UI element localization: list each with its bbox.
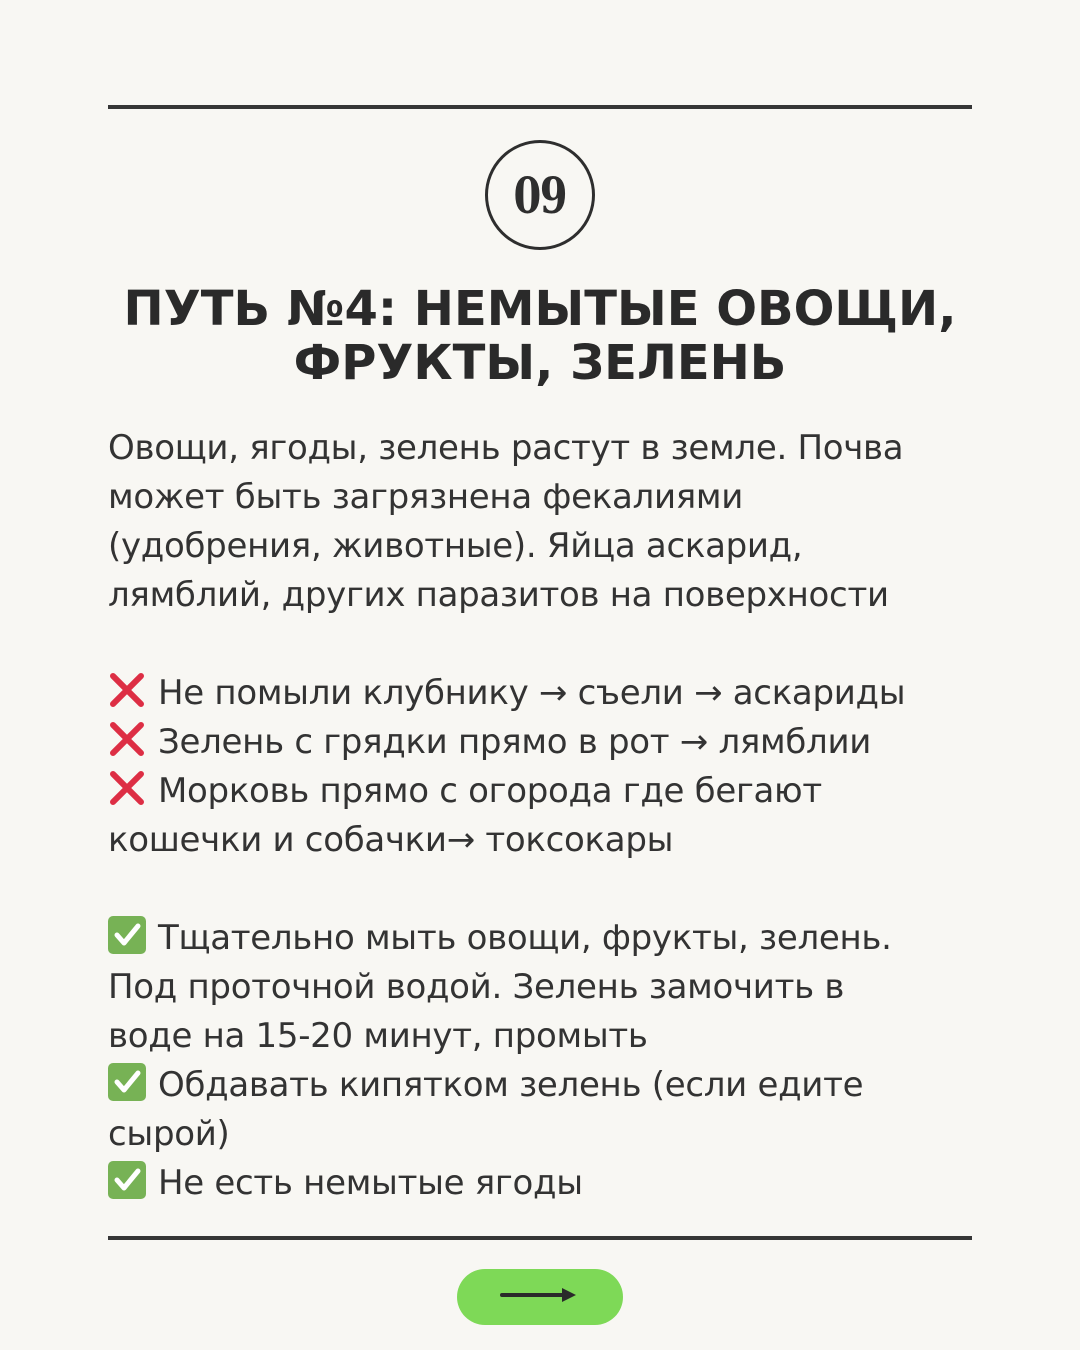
- check-mark-icon: [108, 916, 146, 954]
- intro-line: может быть загрязнена фекалиями: [108, 477, 744, 517]
- cross-mark-icon: [108, 671, 146, 709]
- good-item-continuation: сырой): [108, 1114, 230, 1154]
- good-item-text: Обдавать кипятком зелень (если едите: [158, 1065, 864, 1105]
- bad-item-text: Не помыли клубнику → съели → аскариды: [158, 673, 906, 713]
- title-line-2: ФРУКТЫ, ЗЕЛЕНЬ: [293, 335, 787, 391]
- page-number: 09: [513, 165, 567, 225]
- arrow-right-icon: [500, 1285, 580, 1309]
- good-item: [108, 1061, 988, 1110]
- good-item-text: Не есть немытые ягоды: [158, 1163, 583, 1203]
- page-title: [108, 282, 972, 390]
- bottom-divider: [108, 1236, 972, 1240]
- intro-line: лямблий, других паразитов на поверхности: [108, 575, 889, 615]
- bad-item: [108, 767, 988, 816]
- top-divider: [108, 105, 972, 109]
- intro-line: (удобрения, животные). Яйца аскарид,: [108, 526, 803, 566]
- intro-line: Овощи, ягоды, зелень растут в земле. Почва: [108, 428, 904, 468]
- good-item: [108, 1159, 988, 1208]
- good-item-continuation: Под проточной водой. Зелень замочить в: [108, 967, 845, 1007]
- next-slide-button[interactable]: [457, 1269, 623, 1325]
- bad-examples-list: [108, 669, 988, 865]
- good-item-continuation: воде на 15-20 минут, промыть: [108, 1016, 648, 1056]
- check-mark-icon: [108, 1063, 146, 1101]
- bad-item-text: Зелень с грядки прямо в рот → лямблии: [158, 722, 872, 762]
- bad-item: [108, 718, 988, 767]
- bad-item: [108, 669, 988, 718]
- good-item: [108, 914, 988, 963]
- cross-mark-icon: [108, 769, 146, 807]
- bad-item-text: Морковь прямо с огорода где бегают: [158, 771, 822, 811]
- good-item-text: Тщательно мыть овощи, фрукты, зелень.: [158, 918, 892, 958]
- cross-mark-icon: [108, 720, 146, 758]
- intro-paragraph: [108, 424, 988, 620]
- bad-item-continuation: кошечки и собачки→ токсокары: [108, 820, 674, 860]
- page-number-badge: [485, 140, 595, 250]
- title-line-1: ПУТЬ №4: НЕМЫТЫЕ ОВОЩИ,: [123, 281, 957, 337]
- good-advice-list: [108, 914, 988, 1208]
- check-mark-icon: [108, 1161, 146, 1199]
